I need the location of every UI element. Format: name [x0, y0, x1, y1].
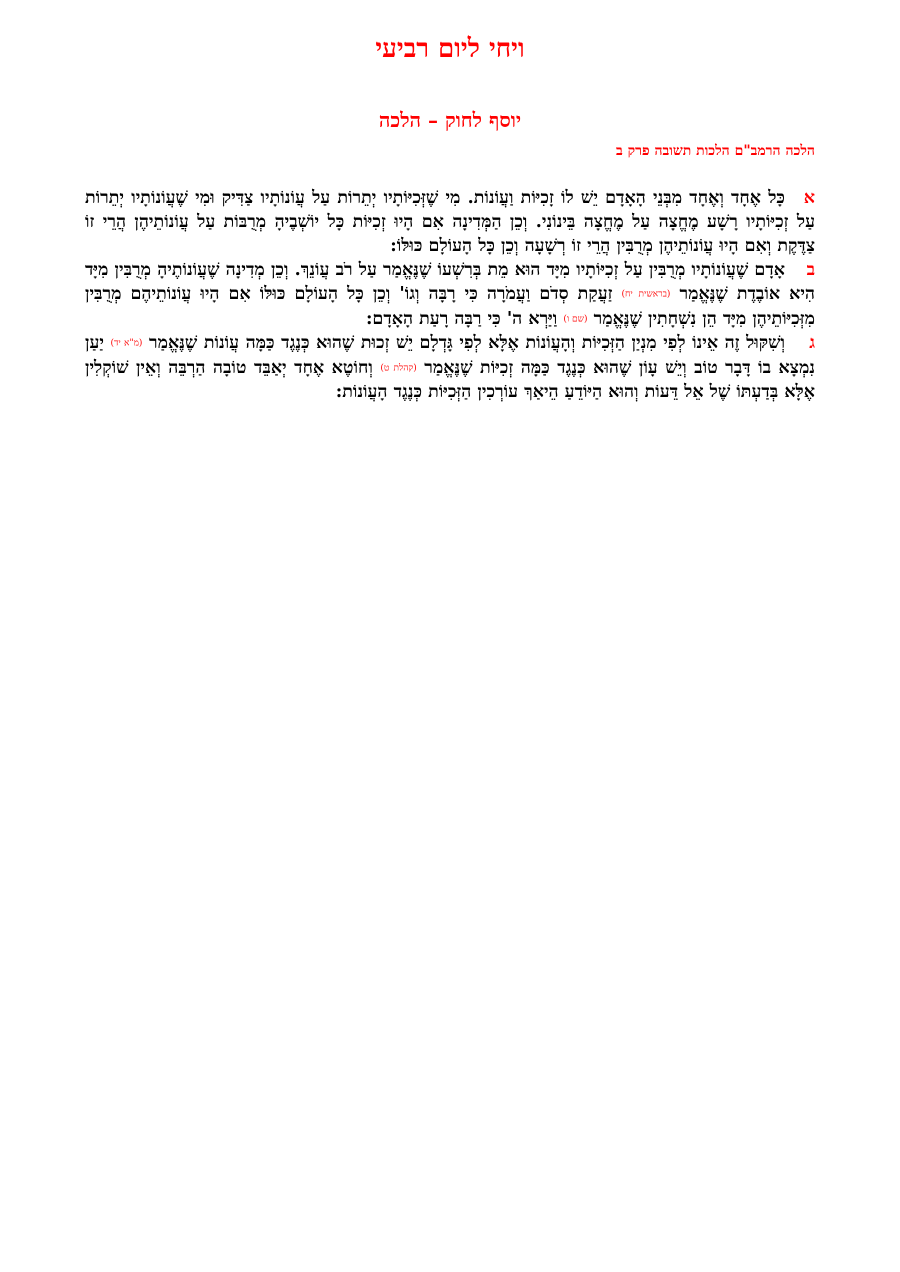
- verse-reference: (שם ו): [563, 314, 588, 324]
- paragraph-text: זַעֲקַת סְדֹם וַעֲמֹרָה כִּי רָבָּה וְגוֹ' וְכֵן כָּל הָעוֹלָם כּוּלּוֹ אִם הָיוּ עֲוֹנוֹתֵיהֶם מְרֻבִּין מִזְּכִיּוֹתֵיהֶן מִיָּד הֵן נִשְׁחָתִין שֶׁנֶּאֱמַר: [85, 284, 815, 329]
- paragraph-text: וַיַּרְא ה' כִּי רַבָּה רָעַת הָאָדָם:: [365, 308, 564, 329]
- paragraph-2: [85, 258, 815, 331]
- source-reference: הלכה הרמב"ם הלכות תשובה פרק ב: [615, 143, 815, 159]
- verse-reference: (קהלת ט): [380, 363, 417, 373]
- verse-reference: (בראשית יח): [621, 289, 671, 300]
- paragraph-letter: ב: [806, 260, 815, 280]
- paragraph-3: [85, 331, 815, 404]
- paragraph-text: וְחוֹטֶא אֶחָד יְאַבֵּד טוֹבָה הַרְבֵּה וְאֵין שׁוֹקְלִין אֶלָּא בְּדַעְתּוֹ שֶׁל אֵל דֵּעוֹת וְהוּא הַיּוֹדֵעַ הֵיאַךְ עוֹרְכִין הַזְּכִיּוֹת כְּנֶגֶד הָעֲוֹנוֹת:: [85, 357, 815, 402]
- page-subtitle: יוסף לחוק – הלכה: [378, 108, 522, 132]
- paragraph-1: [85, 186, 815, 258]
- paragraph-letter: א: [803, 188, 815, 208]
- halacha-text: [85, 186, 815, 404]
- paragraph-text: וְשִׁקּוּל זֶה אֵינוֹ לְפִי מִנְיַן הַזְּכִיּוֹת וְהָעֲוֹנוֹת אֶלָּא לְפִי גָּדְלָם יֵשׁ זְכוּת שֶׁהוּא כְּנֶגֶד כַּמָּה עֲוֹנוֹת שֶׁנֶּאֱמַר: [142, 333, 786, 353]
- verse-reference: (מ"א יד): [110, 338, 143, 349]
- paragraph-text: כָּל אֶחָד וְאֶחָד מִבְּנֵי הָאָדָם יֵשׁ לוֹ זָכִיּוֹת וַעֲוֹנוֹת. מִי שֶׁזְּכִיּוֹתָיו יְתֵרוֹת עַל עֲוֹנוֹתָיו צַדִּיק וּמִי שֶׁעֲוֹנוֹתָיו יְתֵרוֹת עַל זְכִיּוֹתָיו רָשָׁע מֶחֱצָה עַל מֶחֱצָה בֵּינוֹנִי. וְכֵן הַמְּדִינָה אִם הָיוּ זְכִיּוֹת כָּל יוֹשְׁבֶיהָ מְרֻבּוֹת עַל עֲוֹנוֹתֵיהֶן הֲרֵי זוֹ צַדֶּקֶת וְאִם הָיוּ עֲוֹנוֹתֵיהֶן מְרֻבִּין הֲרֵי זוֹ רְשָׁעָה וְכֵן כָּל הָעוֹלָם כּוּלּוֹ:: [85, 188, 815, 256]
- paragraph-text: אָדָם שֶׁעֲוֹנוֹתָיו מְרֻבִּין עַל זְכִיּוֹתָיו מִיָּד הוּא מֵת בְּרִשְׁעוֹ שֶׁנֶּאֱמַר עַל רֹב עֲוֹנֵךְ. וְכֵן מְדִינָה שֶׁעֲוֹנוֹתֶיהָ מְרֻבִּין מִיָּד הִיא אוֹבֶדֶת שֶׁנֶּאֱמַר: [85, 260, 815, 304]
- page-title: ויחי ליום רביעי: [375, 34, 525, 64]
- paragraph-text: יַעַן נִמְצָא בוֹ דָּבָר טוֹב וְיֵשׁ עָוֹן שֶׁהוּא כְּנֶגֶד כַּמָּה זְכִיּוֹת שֶׁנֶּאֱמַר: [85, 333, 816, 378]
- paragraph-letter: ג: [809, 333, 816, 353]
